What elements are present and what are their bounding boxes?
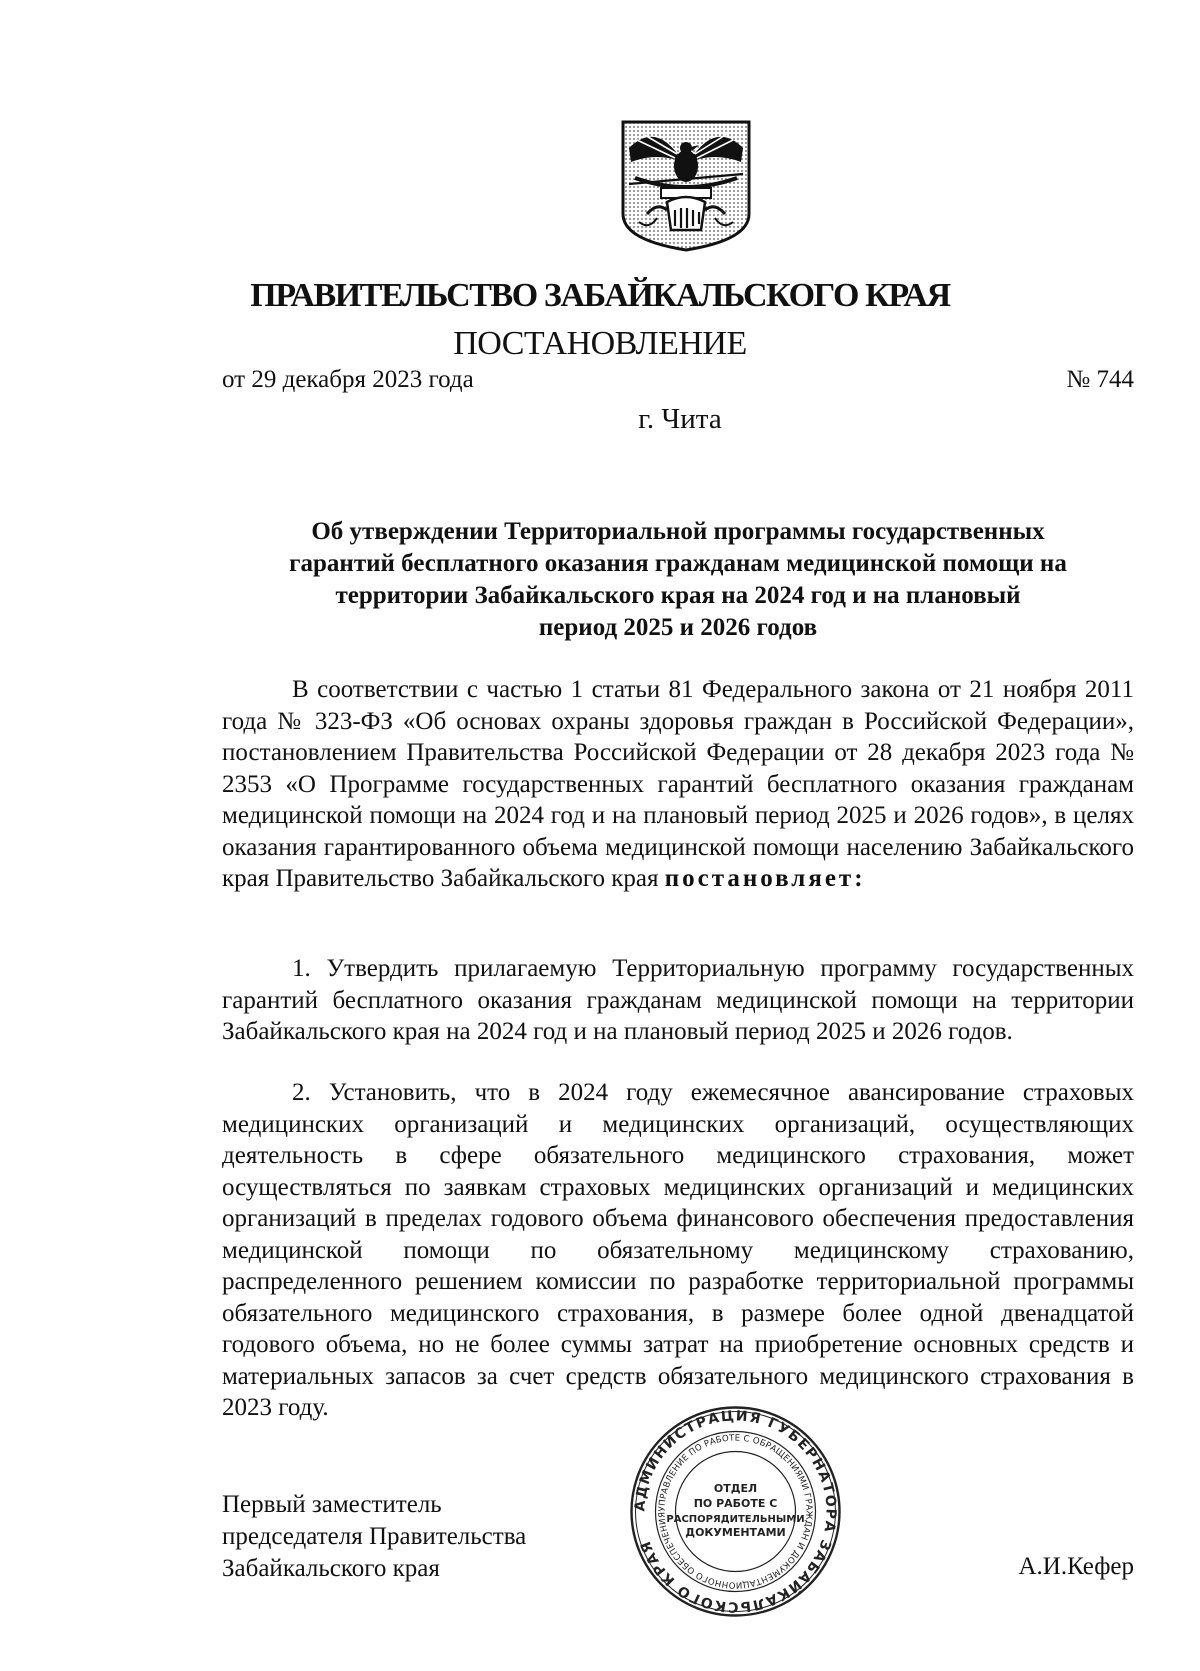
subject-line: гарантий бесплатного оказания гражданам медицинской помощи на — [289, 550, 1067, 577]
preamble-text: В соответствии с частью 1 статьи 81 Федерального закона от 21 ноября 2011 года № 323-ФЗ «Об основах охраны здоровья граждан в Российской Федерации», постановлением Правительства Российской Федерации от 28 декабря 2023 года № 2353 «О Программе государственных гарантий бесплатного оказания гражданам медицинской помощи на 2024 год и на плановый период 2025 и 2026 годов», в целях оказания гарантированного объема медицинской помощи населению Забайкальского края Правительство Забайкальского края — [222, 676, 1134, 892]
document-type: ПОСТАНОВЛЕНИЕ — [453, 325, 747, 362]
clause-2-text: 2. Установить, что в 2024 году ежемесячное авансирование страховых медицинских организаций и медицинских организаций, осуществляющих деятельность в сфере обязательного медицинского страхования, может осуществляться по заявкам страховых медицинских организаций и медицинских организаций в пределах годового объема финансового обеспечения предоставления медицинской помощи по обязательному медицинскому страхованию, распределенного решением комиссии по разработке территориальной программы обязательного медицинского страхования, в размере более одной двенадцатой годового объема, но не более суммы затрат на приобретение основных средств и материальных запасов за счет средств обязательного медицинского страхования в 2023 году. — [222, 1079, 1134, 1421]
stamp-outer-text: АДМИНИСТРАЦИЯ ГУБЕРНАТОРА ЗАБАЙКАЛЬСКОГО КРАЯ — [632, 1408, 839, 1615]
clause-1-paragraph — [222, 953, 1134, 1048]
document-date: от 29 декабря 2023 года — [222, 366, 474, 393]
subject-line: период 2025 и 2026 годов — [538, 614, 818, 641]
document-city: г. Чита — [638, 403, 722, 435]
signatory-position-line: Забайкальского края — [222, 1555, 440, 1582]
subject-line: территории Забайкальского края на 2024 год и на плановый — [335, 582, 1021, 609]
signatory-position-line: председателя Правительства — [222, 1523, 527, 1550]
government-name: ПРАВИТЕЛЬСТВО ЗАБАЙКАЛЬСКОГО КРАЯ — [250, 277, 950, 314]
clause-2-paragraph — [222, 1077, 1134, 1424]
round-office-stamp-icon — [628, 1404, 843, 1619]
stamp-center-line: ОТДЕЛ — [713, 1482, 758, 1495]
zabaykalsky-krai-coat-of-arms-icon — [617, 118, 755, 253]
preamble-paragraph — [222, 674, 1134, 895]
document-number: № 744 — [1066, 366, 1134, 393]
subject-line: Об утверждении Территориальной программы государственных — [311, 518, 1045, 545]
document-subject — [222, 516, 1134, 644]
stamp-center-line: ПО РАБОТЕ С — [693, 1497, 778, 1510]
signatory-position — [222, 1489, 526, 1585]
signatory-name: А.И.Кефер — [1018, 1553, 1134, 1580]
stamp-middle-text: УПРАВЛЕНИЕ ПО РАБОТЕ С ОБРАЩЕНИЯМИ ГРАЖДАН И ДОКУМЕНТАЦИОННОГО ОБЕСПЕЧЕНИЯ — [657, 1433, 814, 1590]
stamp-center-line: ДОКУМЕНТАМИ — [685, 1526, 786, 1539]
resolution-keyword: постановляет: — [664, 865, 866, 892]
signatory-position-line: Первый заместитель — [222, 1491, 442, 1518]
svg-text:УПРАВЛЕНИЕ ПО РАБОТЕ С ОБРАЩЕН — [657, 1433, 813, 1589]
clause-1-text: 1. Утвердить прилагаемую Территориальную программу государственных гарантий бесплатного оказания гражданам медицинской помощи на территории Забайкальского края на 2024 год и на плановый период 2025 и 2026 годов. — [222, 955, 1134, 1045]
stamp-center-line: РАСПОРЯДИТЕЛЬНЫМИ — [666, 1514, 805, 1525]
